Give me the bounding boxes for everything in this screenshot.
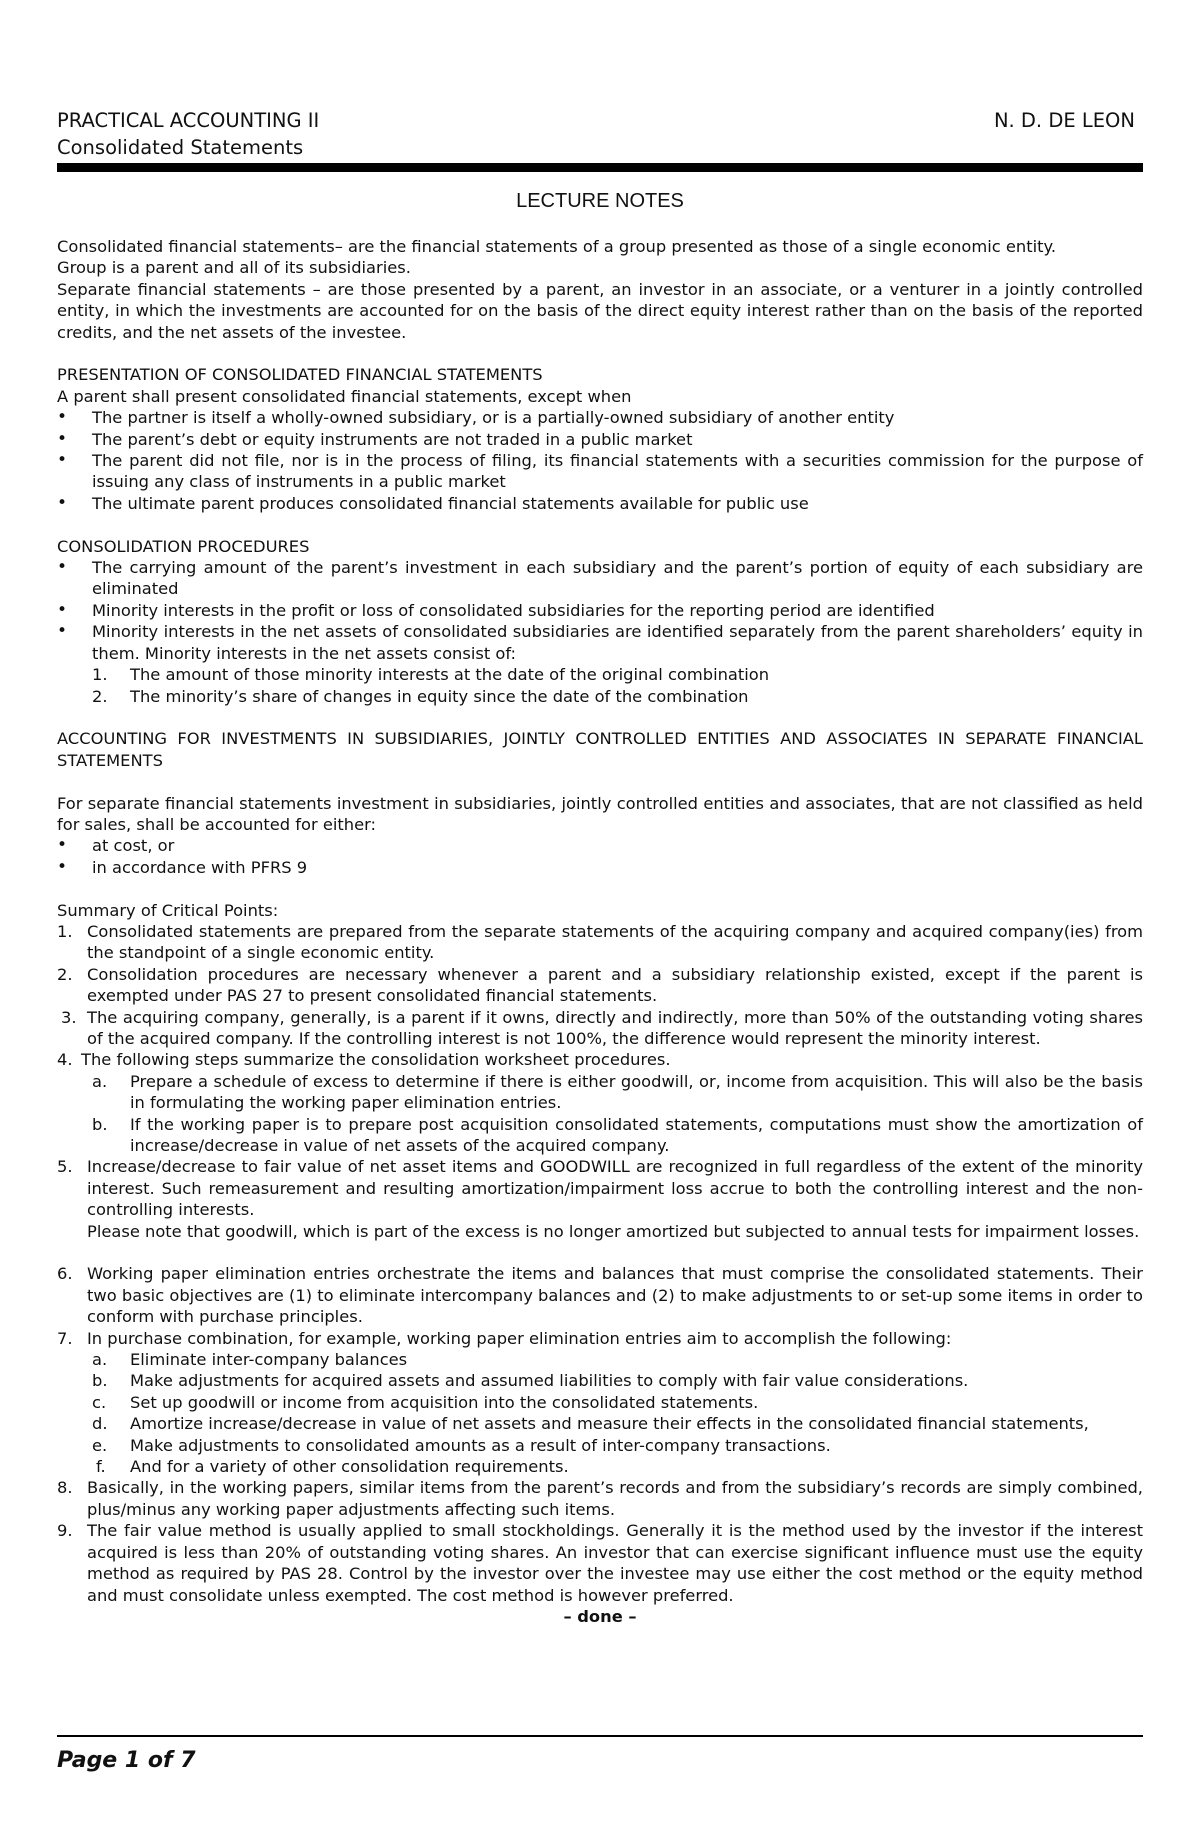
author-name: N. D. DE LEON bbox=[993, 109, 1135, 132]
list-item: • in accordance with PFRS 9 bbox=[57, 857, 1143, 878]
list-item bbox=[57, 1435, 1143, 1456]
list-item: • The ultimate parent produces consolidated financial statements available for public use bbox=[57, 493, 1143, 514]
list-item: • The parent’s debt or equity instruments are not traded in a public market bbox=[57, 429, 1143, 450]
item-text: The acquiring company, generally, is a parent if it owns, directly and indirectly, more than 50% of the outstanding voting shares of the acquired company. If the controlling interest is not 100%, the difference would represent the minority interest. bbox=[87, 1007, 1143, 1048]
list-item: • The carrying amount of the parent’s investment in each subsidiary and the parent’s portion of equity of each subsidiary are eliminated bbox=[57, 557, 1143, 600]
intro-definition: Consolidated financial statements– are the financial statements of a group presented as those of a single economic entity. bbox=[57, 237, 1057, 256]
intro-separate: Separate financial statements – are those presented by a parent, an investor in an associate, or a venturer in a jointly controlled entity, in which the investments are accounted for on the basis of the direct equity interest rather than on the basis of the reported credits, and the net assets of the investee. bbox=[57, 279, 1143, 342]
list-item: • Minority interests in the profit or loss of consolidated subsidiaries for the reporting period are identified bbox=[57, 600, 1143, 621]
presentation-heading: PRESENTATION OF CONSOLIDATED FINANCIAL STATEMENTS bbox=[57, 365, 543, 385]
item-number: c. bbox=[92, 1392, 107, 1412]
list-item bbox=[57, 1392, 1143, 1413]
subject-title: Consolidated Statements bbox=[57, 136, 304, 159]
item-number: 5. bbox=[57, 1157, 73, 1177]
list-item bbox=[57, 1114, 1143, 1157]
summary-point bbox=[57, 1156, 1143, 1220]
item-text: Consolidated statements are prepared from the separate statements of the acquiring company and acquired company(ies) from the standpoint of a single economic entity. bbox=[87, 921, 1143, 963]
summary-point bbox=[57, 1477, 1143, 1520]
item-number: 2. bbox=[92, 686, 108, 706]
item-number: 7. bbox=[57, 1328, 73, 1348]
summary-point bbox=[57, 1328, 1143, 1349]
list-item bbox=[57, 1370, 1143, 1391]
item-number: e. bbox=[92, 1435, 108, 1455]
item-text: Amortize increase/decrease in value of net assets and measure their effects in the consolidated financial statements, bbox=[130, 1414, 1089, 1434]
accounting-heading: ACCOUNTING FOR INVESTMENTS IN SUBSIDIARIES, JOINTLY CONTROLLED ENTITIES AND ASSOCIATES IN SEPARATE FINANCIAL STATEMENTS bbox=[57, 729, 1143, 770]
list-item: • The partner is itself a wholly-owned subsidiary, or is a partially-owned subsidiary of another entity bbox=[57, 407, 1143, 428]
item-number: 3. bbox=[61, 1007, 77, 1027]
list-item: • at cost, or bbox=[57, 835, 1143, 856]
item-text: Eliminate inter-company balances bbox=[130, 1350, 408, 1370]
summary-note: Please note that goodwill, which is part of the excess is no longer amortized but subjected to annual tests for impairment losses. bbox=[87, 1221, 1140, 1241]
item-text: And for a variety of other consolidation requirements. bbox=[130, 1457, 569, 1477]
item-number: 2. bbox=[57, 964, 73, 984]
item-number: 6. bbox=[57, 1264, 73, 1284]
item-text: The fair value method is usually applied to small stockholdings. Generally it is the method used by the investor if the interest acquired is less than 20% of outstanding voting shares. An investor that can exercise significant influence must use the equity method as required by PAS 28. Control by the investor over the investee may use either the cost method or the equity method and must consolidate unless exempted. The cost method is however preferred. bbox=[87, 1521, 1143, 1605]
item-number: 9. bbox=[57, 1521, 73, 1541]
list-item: • Minority interests in the net assets of consolidated subsidiaries are identified separately from the parent shareholders’ equity in them. Minority interests in the net assets consist of: bbox=[57, 621, 1143, 664]
item-text: The minority’s share of changes in equity since the date of the combination bbox=[130, 686, 749, 706]
item-number: a. bbox=[92, 1350, 108, 1370]
list-item bbox=[57, 686, 1143, 707]
list-item bbox=[57, 664, 1143, 685]
item-text: Prepare a schedule of excess to determine if there is either goodwill, or, income from acquisition. This will also be the basis in formulating the working paper elimination entries. bbox=[130, 1071, 1143, 1113]
item-text: The following steps summarize the consolidation worksheet procedures. bbox=[81, 1050, 671, 1070]
item-text: Increase/decrease to fair value of net asset items and GOODWILL are recognized in full regardless of the extent of the minority interest. Such remeasurement and resulting amortization/impairment loss accrue to both the controlling interest and the non-controlling interests. bbox=[87, 1157, 1143, 1220]
list-item: • The parent did not file, nor is in the process of filing, its financial statements with a securities commission for the purpose of issuing any class of instruments in a public market bbox=[57, 450, 1143, 493]
header-divider bbox=[57, 163, 1143, 172]
presentation-lead: A parent shall present consolidated financial statements, except when bbox=[57, 386, 632, 406]
list-item bbox=[57, 1349, 1143, 1370]
summary-point bbox=[57, 1007, 1143, 1050]
intro-group: Group is a parent and all of its subsidiaries. bbox=[57, 258, 411, 278]
procedures-heading: CONSOLIDATION PROCEDURES bbox=[57, 536, 310, 556]
item-number: b. bbox=[92, 1114, 108, 1134]
document-body bbox=[57, 236, 1143, 1627]
page-title: LECTURE NOTES bbox=[516, 190, 684, 212]
item-text: If the working paper is to prepare post acquisition consolidated statements, computations must show the amortization of increase/decrease in value of net assets of the acquired company. bbox=[130, 1114, 1143, 1155]
summary-point bbox=[57, 1263, 1143, 1327]
summary-point bbox=[57, 964, 1143, 1007]
item-text: Working paper elimination entries orchestrate the items and balances that must comprise the consolidated statements. Their two basic objectives are (1) to eliminate intercompany balances and (2) to make adjustments to or set-up some items in order to conform with purchase principles. bbox=[87, 1264, 1143, 1327]
footer-divider bbox=[57, 1735, 1143, 1737]
procedures-list bbox=[57, 557, 1143, 664]
item-number: 1. bbox=[57, 921, 73, 941]
item-text: Set up goodwill or income from acquisition into the consolidated statements. bbox=[130, 1392, 759, 1412]
course-title: PRACTICAL ACCOUNTING II bbox=[57, 109, 320, 132]
item-number: f. bbox=[96, 1457, 106, 1477]
summary-point bbox=[57, 921, 1143, 964]
accounting-paragraph: For separate financial statements investment in subsidiaries, jointly controlled entities and associates, that are not classified as held for sales, shall be accounted for either: bbox=[57, 793, 1143, 834]
presentation-list bbox=[57, 407, 1143, 514]
list-item bbox=[57, 1456, 1143, 1477]
done-marker: – done – bbox=[563, 1606, 637, 1626]
item-number: b. bbox=[92, 1371, 108, 1391]
item-text: Make adjustments to consolidated amounts as a result of inter-company transactions. bbox=[130, 1435, 831, 1455]
item-text: In purchase combination, for example, working paper elimination entries aim to accomplish the following: bbox=[87, 1328, 952, 1348]
item-number: 1. bbox=[92, 665, 108, 685]
accounting-list bbox=[57, 835, 1143, 878]
summary-point bbox=[57, 1520, 1143, 1606]
item-number: a. bbox=[92, 1071, 108, 1091]
item-number: 8. bbox=[57, 1478, 73, 1498]
item-text: Make adjustments for acquired assets and assumed liabilities to comply with fair value considerations. bbox=[130, 1371, 969, 1391]
summary-point bbox=[57, 1049, 1143, 1070]
list-item bbox=[57, 1413, 1143, 1434]
item-number: 4. bbox=[57, 1050, 73, 1070]
item-text: Consolidation procedures are necessary whenever a parent and a subsidiary relationship existed, except if the parent is exempted under PAS 27 to present consolidated financial statements. bbox=[87, 964, 1143, 1006]
summary-heading: Summary of Critical Points: bbox=[57, 900, 279, 920]
item-text: Basically, in the working papers, similar items from the parent’s records and from the subsidiary’s records are simply combined, plus/minus any working paper adjustments affecting such items. bbox=[87, 1478, 1143, 1519]
list-item bbox=[57, 1071, 1143, 1114]
item-text: The amount of those minority interests at the date of the original combination bbox=[130, 665, 770, 685]
page-number: Page 1 of 7 bbox=[57, 1748, 196, 1773]
item-number: d. bbox=[92, 1414, 108, 1434]
